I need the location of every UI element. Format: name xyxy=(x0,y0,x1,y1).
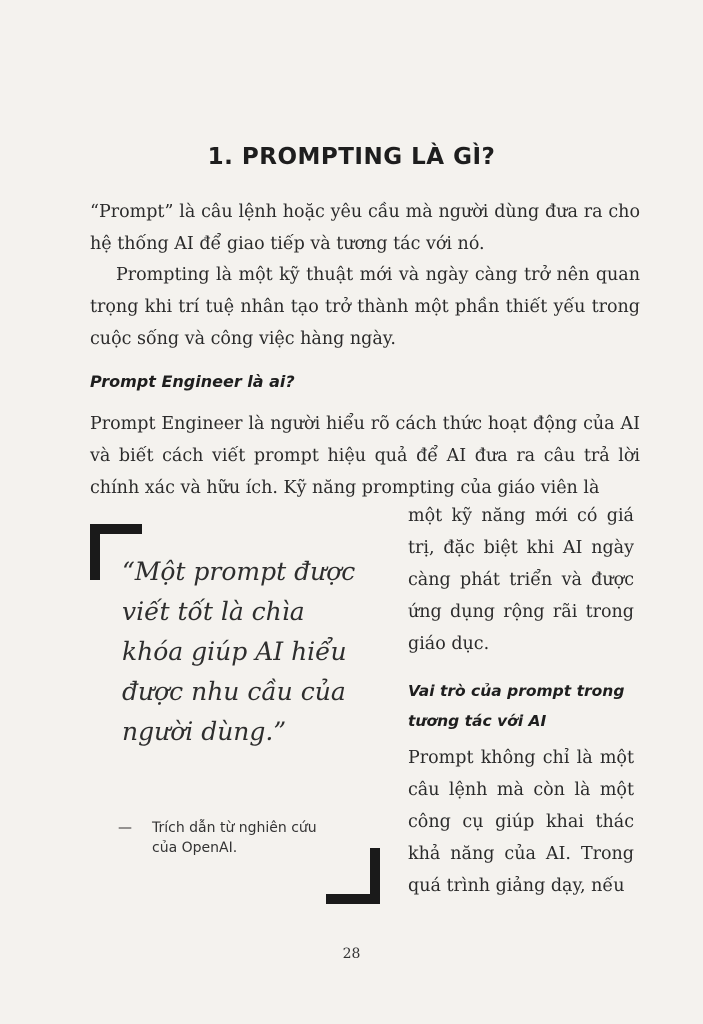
intro-paragraph: “Prompt” là câu lệnh hoặc yêu cầu mà người dùng đưa ra cho hệ thống AI để giao tiếp và tương tác với nó. xyxy=(90,202,640,254)
section-prompt-engineer-body-continued: một kỹ năng mới có giá trị, đặc biệt khi AI ngày càng phát triển và được ứng dụng rộng rãi trong giáo dục. xyxy=(408,506,634,654)
quote-bracket-top-bar xyxy=(90,524,142,534)
section-prompt-engineer-body: Prompt Engineer là người hiểu rõ cách thức hoạt động của AI và biết cách viết prompt hiệu quả để AI đưa ra câu trả lời chính xác và hữu ích. Kỹ năng prompting của giáo viên là xyxy=(90,414,640,498)
pull-quote: “Một prompt được viết tốt là chìa khóa giúp AI hiểu được nhu cầu của người dùng.” xyxy=(122,557,356,746)
citation-line-2: của OpenAI. xyxy=(152,840,238,856)
section-prompt-role-body: Prompt không chỉ là một câu lệnh mà còn là một công cụ giúp khai thác khả năng của AI. Trong quá trình giảng dạy, nếu xyxy=(408,748,634,896)
citation-dash: — xyxy=(118,820,132,836)
page-number: 28 xyxy=(342,946,361,962)
section-heading-prompt-engineer: Prompt Engineer là ai? xyxy=(90,372,295,391)
quote-citation xyxy=(118,818,368,858)
section-heading-prompt-role: Vai trò của prompt trong tương tác với AI xyxy=(408,682,625,730)
citation-line-1: Trích dẫn từ nghiên cứu xyxy=(152,820,317,836)
quote-bracket-bottom-bar xyxy=(326,894,380,904)
second-paragraph: Prompting là một kỹ thuật mới và ngày càng trở nên quan trọng khi trí tuệ nhân tạo trở thành một phần thiết yếu trong cuộc sống và công việc hàng ngày. xyxy=(90,265,640,349)
page-title: 1. PROMPTING LÀ GÌ? xyxy=(207,144,496,170)
